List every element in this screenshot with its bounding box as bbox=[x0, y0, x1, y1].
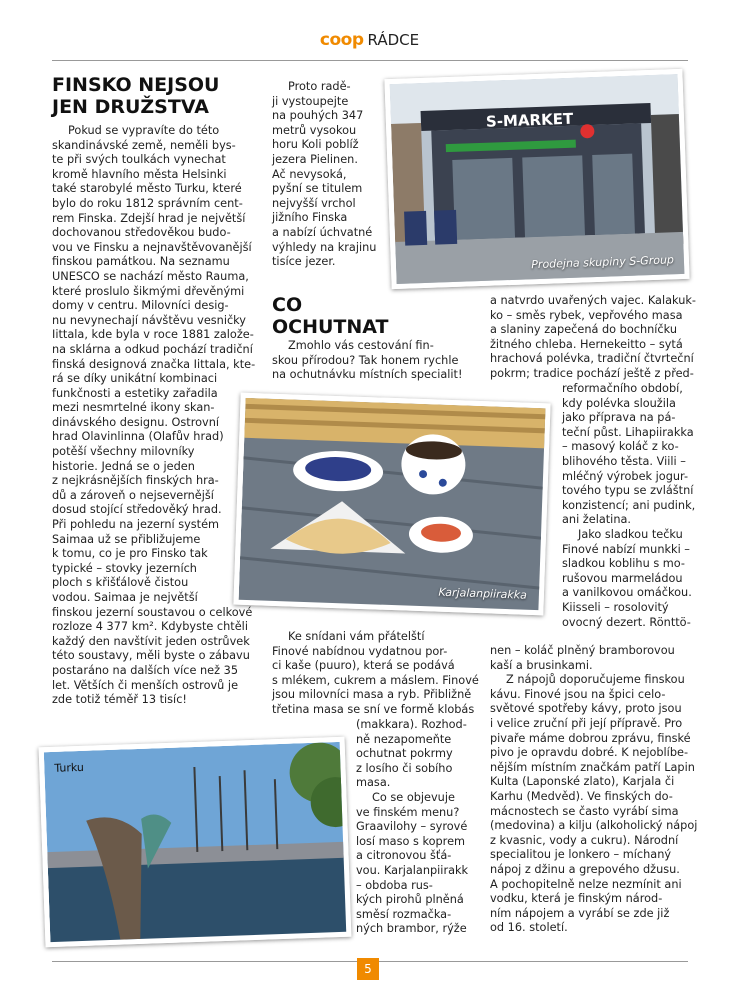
text-line: skandinávské země, neměli bys- bbox=[52, 138, 236, 152]
text-line: masa. bbox=[356, 776, 391, 790]
text-line: (makkara). Rozhod- bbox=[356, 718, 467, 731]
text-line: funkčnosti a estetiky zařadila bbox=[52, 386, 218, 400]
text-line: na sklárna a odkud pochází tradiční bbox=[52, 342, 253, 356]
text-line: postaráno na dalších více než 35 bbox=[52, 663, 239, 677]
text-line: mléčný výrobek jogur- bbox=[562, 469, 689, 483]
market-photo-caption: Prodejna skupiny S-Group bbox=[531, 253, 675, 272]
text-line: nějším místním značkám patří Lapin bbox=[490, 760, 695, 774]
page-header bbox=[0, 30, 739, 50]
header-rule bbox=[52, 60, 688, 61]
text-line: te při svých toulkách vynechat bbox=[52, 153, 226, 167]
text-line: zde totiž téměř 13 tisíc! bbox=[52, 693, 187, 707]
text-line: hrachová polévka, tradiční čtvrteční bbox=[490, 352, 694, 366]
text-line: mezi nesmrtelné ikony skan- bbox=[52, 401, 215, 415]
page-number: 5 bbox=[357, 958, 379, 980]
turku-illustration bbox=[44, 742, 346, 942]
food-photo-caption: Karjalanpiirakka bbox=[438, 585, 528, 602]
text-line: Jako sladkou tečku bbox=[578, 527, 683, 541]
text-line: kávu. Finové jsou na špici celo- bbox=[490, 687, 666, 701]
coop-logo: coop bbox=[319, 30, 364, 50]
text-line: a citronovou šťá- bbox=[356, 849, 452, 863]
text-line: jako příprava na pá- bbox=[562, 411, 676, 425]
text-line: finská designová značka Iittala, kte- bbox=[52, 357, 256, 371]
market-photo bbox=[384, 69, 689, 289]
text-line: a natvrdo uvařených vajec. Kalakuk- bbox=[490, 294, 697, 307]
text-line: specialitou je lonkero – míchaný bbox=[490, 848, 672, 862]
food-photo bbox=[233, 393, 550, 616]
text-line: ci kaše (puuro), která se podává bbox=[272, 659, 455, 673]
text-line: a vanilkovou omáčkou. bbox=[562, 586, 692, 600]
article1-body-continued bbox=[272, 80, 386, 270]
text-line: pyšní se titulem bbox=[272, 182, 363, 196]
text-line: losí maso s koprem bbox=[356, 834, 466, 848]
article1-title-line2: JEN DRUŽSTVA bbox=[52, 96, 209, 118]
text-line: ním nápojem a vyrábí se zde již bbox=[490, 906, 670, 920]
text-line: vodku, která je finským národ- bbox=[490, 892, 663, 906]
text-line: dochovanou středověkou budo- bbox=[52, 226, 231, 240]
text-line: A pochopitelně nelze nezmínit ani bbox=[490, 877, 682, 891]
text-line: z kvasnic, vody a cukru). Národní bbox=[490, 833, 679, 847]
text-line: ploch s křišťálově čistou bbox=[52, 576, 189, 590]
text-line: Z nápojů doporučujeme finskou bbox=[506, 673, 685, 687]
text-line: reformačního období, bbox=[562, 382, 683, 395]
text-line: kdy polévka sloužila bbox=[562, 396, 676, 410]
text-line: rozloze 4 377 km². Kdybyste chtěli bbox=[52, 620, 248, 634]
article2-col3-bottom bbox=[490, 644, 698, 936]
text-line: této soustavy, měli byste o zábavu bbox=[52, 649, 250, 663]
article2-breakfast bbox=[272, 630, 484, 718]
text-line: na pouhých 347 bbox=[272, 109, 364, 123]
text-line: Kulta (Laponské zlato), Karjala či bbox=[490, 775, 675, 789]
text-line: jezera Pielinen. bbox=[272, 152, 358, 166]
text-line: metrů vysokou bbox=[272, 123, 357, 137]
text-line: finskou památkou. Na seznamu bbox=[52, 255, 230, 269]
text-line: bylo do roku 1812 správním cent- bbox=[52, 196, 243, 210]
text-line: k tomu, co je pro Finsko tak bbox=[52, 547, 208, 561]
article1-title bbox=[52, 74, 219, 118]
text-line: – obdoba rus- bbox=[356, 878, 433, 892]
text-line: kromě hlavního města Helsinki bbox=[52, 167, 227, 181]
text-line: Finové nabídnou vydatnou por- bbox=[272, 644, 448, 658]
text-line: od 16. století. bbox=[490, 921, 568, 935]
text-line: historie. Jedná se o jeden bbox=[52, 459, 195, 473]
text-line: ve finském menu? bbox=[356, 805, 460, 819]
text-line: Finové nabízí munkki – bbox=[562, 542, 690, 556]
text-line: Co se objevuje bbox=[372, 790, 455, 804]
text-line: jsou milovníci masa a ryb. Přibližně bbox=[272, 688, 472, 702]
text-line: vodou. Saimaa je největší bbox=[52, 591, 198, 604]
text-line: světové spotřeby kávy, proto jsou bbox=[490, 702, 682, 716]
text-line: na ochutnávku místních specialit! bbox=[272, 368, 463, 382]
food-illustration bbox=[239, 398, 546, 610]
text-line: tisíce jezer. bbox=[272, 255, 336, 269]
text-line: pivo je opravdu dobré. K nejoblíbe- bbox=[490, 746, 689, 760]
text-line: nápoj z džinu a grepového džusu. bbox=[490, 862, 680, 876]
article2-col3-top bbox=[490, 294, 697, 382]
text-line: (medovina) a kilju (alkoholický nápoj bbox=[490, 819, 698, 833]
text-line: Kiisseli – rosolovitý bbox=[562, 600, 669, 614]
text-line: dinávského designu. Ostrovní bbox=[52, 415, 220, 429]
text-line: také starobylé město Turku, které bbox=[52, 182, 242, 196]
text-line: domy v centru. Milovníci desig- bbox=[52, 299, 229, 313]
text-line: ji vystoupejte bbox=[272, 94, 349, 108]
text-line: blihového těsta. Viili – bbox=[562, 454, 686, 468]
text-line: ovocný dezert. Rönttö- bbox=[562, 615, 691, 629]
article1-body bbox=[52, 124, 256, 708]
market-illustration bbox=[390, 74, 685, 284]
text-line: sladkou koblihu s mo- bbox=[562, 557, 686, 571]
text-line: hrad Olavinlinna (Olafův hrad) bbox=[52, 430, 224, 444]
text-line: potěší všechny milovníky bbox=[52, 445, 195, 459]
text-line: rušovou marmeládou bbox=[562, 571, 683, 585]
text-line: horu Koli poblíž bbox=[272, 138, 359, 152]
text-line: typické – stovky jezerních bbox=[52, 561, 197, 575]
text-line: vou. Karjalanpiirakk bbox=[356, 863, 469, 877]
text-line: směsí rozmačka- bbox=[356, 907, 452, 921]
turku-photo-caption: Turku bbox=[54, 760, 85, 775]
text-line: kaší a brusinkami. bbox=[490, 658, 593, 672]
article2-intro bbox=[272, 339, 484, 383]
text-line: konzistencí; ani pudink, bbox=[562, 498, 696, 512]
text-line: jižního Finska bbox=[272, 211, 348, 225]
text-line: Ač nevysoká, bbox=[272, 167, 347, 181]
text-line: mácnostech se často vyrábí sima bbox=[490, 804, 679, 818]
text-line: Saimaa už se přibližujeme bbox=[52, 532, 201, 546]
text-line: nejvyšší vrchol bbox=[272, 196, 356, 210]
text-line: a nabízí úchvatné bbox=[272, 225, 373, 239]
text-line: výhledy na krajinu bbox=[272, 240, 377, 254]
text-line: ko – směs rybek, vepřového masa bbox=[490, 308, 683, 322]
text-line: rem Finska. Zdejší hrad je největší bbox=[52, 211, 246, 225]
text-line: které proslulo šikmými dřevěnými bbox=[52, 284, 245, 298]
text-line: tového typu se zvláštní bbox=[562, 484, 694, 498]
text-line: Karhu (Medvěd). Ve finských do- bbox=[490, 789, 673, 803]
article2-title-line2: OCHUTNAT bbox=[272, 316, 389, 338]
article2-narrow bbox=[356, 718, 484, 937]
turku-photo bbox=[39, 737, 352, 948]
text-line: s mlékem, cukrem a máslem. Finové bbox=[272, 673, 479, 687]
article2-title bbox=[272, 294, 388, 338]
text-line: žitného chleba. Hernekeitto – sytá bbox=[490, 337, 683, 351]
text-line: Ke snídani vám přátelští bbox=[288, 630, 425, 643]
text-line: z nejkrásnějších finských hra- bbox=[52, 474, 219, 488]
text-line: a slaniny zapečená do bochníčku bbox=[490, 323, 677, 337]
text-line: Zmohlo vás cestování fin- bbox=[288, 339, 434, 352]
text-line: vou ve Finsku a nejnavštěvovanější bbox=[52, 240, 252, 254]
text-line: skou přírodou? Tak honem rychle bbox=[272, 353, 459, 367]
article1-title-line1: FINSKO NEJSOU bbox=[52, 74, 220, 96]
text-line: teční půst. Lihapiirakka bbox=[562, 425, 694, 439]
text-line: dosud stojící středověký hrad. bbox=[52, 503, 222, 517]
text-line: z losího či sobího bbox=[356, 761, 453, 775]
text-line: Graavilohy – syrové bbox=[356, 820, 468, 834]
text-line: Iittala, kde byla v roce 1881 založe- bbox=[52, 328, 254, 342]
text-line: Proto radě- bbox=[288, 80, 351, 93]
market-sign-text: S-MARKET bbox=[485, 109, 574, 131]
text-line: finskou jezerní soustavou o celkové bbox=[52, 605, 253, 619]
text-line: ných brambor, rýže bbox=[356, 922, 467, 936]
text-line: Pokud se vypravíte do této bbox=[68, 124, 220, 137]
text-line: let. Větších či menších ostrovů je bbox=[52, 678, 239, 692]
text-line: kých pirohů plněná bbox=[356, 893, 464, 907]
text-line: každý den navštívit jeden ostrůvek bbox=[52, 634, 250, 648]
text-line: Při pohledu na jezerní systém bbox=[52, 518, 220, 532]
text-line: – masový koláč z ko- bbox=[562, 440, 679, 454]
text-line: i velice zruční při její přípravě. Pro bbox=[490, 716, 683, 730]
article2-col3-narrow bbox=[562, 382, 696, 630]
text-line: rá se díky unikátní kombinaci bbox=[52, 372, 218, 386]
text-line: nen – koláč plněný bramborovou bbox=[490, 644, 675, 657]
text-line: ochutnat pokrmy bbox=[356, 747, 453, 761]
text-line: dů a zároveň o nejsevernější bbox=[52, 488, 214, 502]
text-line: nu nevynechají návštěvu vesničky bbox=[52, 313, 246, 327]
text-line: třetina masa se sní ve formě klobás bbox=[272, 702, 475, 716]
article2-title-line1: CO bbox=[272, 294, 303, 316]
text-line: ani želatina. bbox=[562, 513, 631, 527]
section-title: RÁDCE bbox=[367, 31, 420, 49]
text-line: pokrm; tradice pochází ještě z před- bbox=[490, 366, 694, 380]
text-line: UNESCO se nachází město Rauma, bbox=[52, 269, 249, 283]
text-line: ně nezapomeňte bbox=[356, 732, 452, 746]
text-line: pivaře máme dobrou zprávu, finské bbox=[490, 731, 691, 745]
